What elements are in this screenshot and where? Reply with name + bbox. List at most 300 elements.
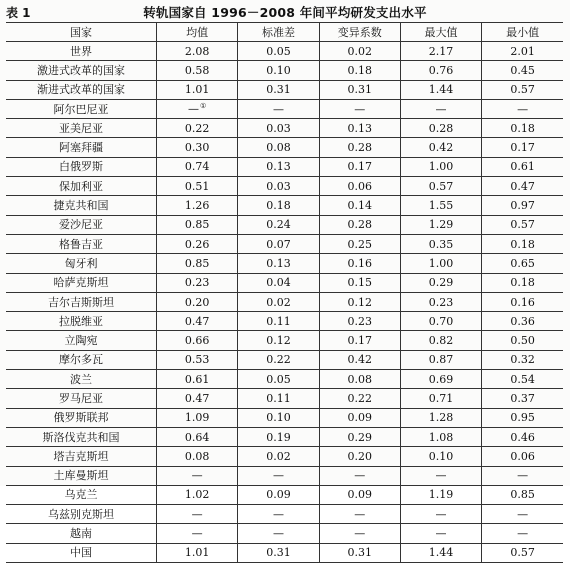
coef-variation-cell xyxy=(319,215,400,234)
cell-value: 0.18 xyxy=(347,63,372,77)
cell-value: 0.57 xyxy=(510,546,535,560)
coef-variation-cell xyxy=(319,505,400,524)
std-dev-cell xyxy=(238,485,319,504)
min-cell xyxy=(482,157,563,176)
min-cell xyxy=(482,543,563,562)
cell-value: 0.97 xyxy=(510,199,535,213)
cell-value: 0.05 xyxy=(266,372,291,386)
table-row xyxy=(6,157,563,176)
cell-value: 0.74 xyxy=(184,160,210,174)
max-cell xyxy=(400,408,481,427)
max-cell xyxy=(400,389,481,408)
cell-value: — xyxy=(435,507,447,521)
cell-value: 0.51 xyxy=(184,179,210,193)
min-cell xyxy=(482,466,563,485)
max-cell xyxy=(400,177,481,196)
min-cell xyxy=(482,119,563,138)
cell-value: 0.82 xyxy=(428,334,454,348)
cell-value: 0.85 xyxy=(510,488,535,502)
mean-cell xyxy=(157,292,238,311)
coef-variation-cell xyxy=(319,138,400,157)
cell-value: 0.12 xyxy=(266,334,291,348)
max-cell xyxy=(400,215,481,234)
max-cell xyxy=(400,331,481,350)
mean-cell xyxy=(157,42,238,61)
min-cell xyxy=(482,505,563,524)
std-dev-cell xyxy=(238,408,319,427)
mean-cell xyxy=(157,254,238,273)
country-cell: 立陶宛 xyxy=(6,331,157,350)
cell-value: 0.02 xyxy=(347,44,372,58)
table-row xyxy=(6,505,563,524)
header-row xyxy=(6,23,563,42)
mean-cell xyxy=(157,215,238,234)
max-cell xyxy=(400,312,481,331)
cell-value: 0.14 xyxy=(347,199,372,213)
max-cell xyxy=(400,543,481,562)
cell-value: 0.10 xyxy=(266,63,291,77)
table-row xyxy=(6,254,563,273)
country-cell: 激进式改革的国家 xyxy=(6,61,157,80)
table-row xyxy=(6,99,563,118)
country-cell: 阿尔巴尼亚 xyxy=(6,99,157,118)
max-cell xyxy=(400,234,481,253)
cell-value: 0.10 xyxy=(266,411,291,425)
table-row xyxy=(6,80,563,99)
coef-variation-cell xyxy=(319,273,400,292)
header-max: 最大值 xyxy=(400,23,481,42)
cell-value: 1.01 xyxy=(184,83,210,97)
mean-cell xyxy=(157,196,238,215)
country-cell: 爱沙尼亚 xyxy=(6,215,157,234)
table-row xyxy=(6,177,563,196)
cell-value: 0.29 xyxy=(347,430,372,444)
coef-variation-cell xyxy=(319,524,400,543)
cell-value: 0.05 xyxy=(266,44,291,58)
cell-value: 0.31 xyxy=(347,83,372,97)
cell-value: — xyxy=(191,469,203,483)
cell-value: 0.22 xyxy=(184,121,210,135)
mean-cell xyxy=(157,61,238,80)
std-dev-cell xyxy=(238,254,319,273)
cell-value: 0.28 xyxy=(347,218,372,232)
cell-value: 0.45 xyxy=(510,63,535,77)
cell-value: 1.28 xyxy=(428,411,454,425)
min-cell xyxy=(482,312,563,331)
cell-value: — xyxy=(435,527,447,541)
mean-cell xyxy=(157,273,238,292)
max-cell xyxy=(400,505,481,524)
cell-value: — xyxy=(354,507,366,521)
cell-value: 0.31 xyxy=(347,546,372,560)
table-row xyxy=(6,196,563,215)
cell-value: — xyxy=(354,527,366,541)
min-cell xyxy=(482,99,563,118)
cell-value: 0.09 xyxy=(347,488,372,502)
std-dev-cell xyxy=(238,350,319,369)
country-cell: 波兰 xyxy=(6,370,157,389)
coef-variation-cell xyxy=(319,331,400,350)
std-dev-cell xyxy=(238,447,319,466)
cell-value: — xyxy=(517,102,529,116)
std-dev-cell xyxy=(238,42,319,61)
std-dev-cell xyxy=(238,292,319,311)
table-caption xyxy=(6,2,564,22)
cell-value: 0.19 xyxy=(266,430,291,444)
cell-value: 0.22 xyxy=(266,353,291,367)
max-cell xyxy=(400,466,481,485)
cell-value: 1.44 xyxy=(428,546,454,560)
cell-value: 0.06 xyxy=(510,449,535,463)
mean-cell xyxy=(157,312,238,331)
cell-value: 0.09 xyxy=(266,488,291,502)
std-dev-cell xyxy=(238,466,319,485)
table-row xyxy=(6,447,563,466)
cell-value: 0.20 xyxy=(347,449,372,463)
cell-value: — xyxy=(435,469,447,483)
cell-value: — xyxy=(191,527,203,541)
cell-value: 0.36 xyxy=(510,314,535,328)
min-cell xyxy=(482,80,563,99)
cell-value: 0.08 xyxy=(266,141,291,155)
cell-value: — xyxy=(188,102,200,116)
cell-value: 0.31 xyxy=(266,83,291,97)
cell-value: 0.02 xyxy=(266,295,291,309)
table-row xyxy=(6,61,563,80)
mean-cell xyxy=(157,234,238,253)
cell-value: 0.53 xyxy=(184,353,210,367)
max-cell xyxy=(400,447,481,466)
max-cell xyxy=(400,196,481,215)
table-row xyxy=(6,234,563,253)
max-cell xyxy=(400,350,481,369)
country-cell: 罗马尼亚 xyxy=(6,389,157,408)
coef-variation-cell xyxy=(319,466,400,485)
cell-value: 0.23 xyxy=(428,295,454,309)
mean-cell xyxy=(157,466,238,485)
std-dev-cell xyxy=(238,312,319,331)
max-cell xyxy=(400,524,481,543)
max-cell xyxy=(400,157,481,176)
min-cell xyxy=(482,350,563,369)
table-row xyxy=(6,215,563,234)
cell-value: 0.71 xyxy=(428,391,454,405)
cell-value: 2.01 xyxy=(510,44,535,58)
cell-value: 0.13 xyxy=(347,121,372,135)
cell-value: 0.13 xyxy=(266,256,291,270)
cell-value: 0.08 xyxy=(184,449,210,463)
mean-cell xyxy=(157,177,238,196)
mean-cell xyxy=(157,447,238,466)
max-cell xyxy=(400,292,481,311)
cell-value: 0.85 xyxy=(184,218,210,232)
cell-value: 0.50 xyxy=(510,334,535,348)
mean-cell xyxy=(157,157,238,176)
cell-value: 0.03 xyxy=(266,121,291,135)
cell-value: 0.57 xyxy=(510,83,535,97)
min-cell xyxy=(482,408,563,427)
mean-cell xyxy=(157,138,238,157)
min-cell xyxy=(482,292,563,311)
table-row xyxy=(6,312,563,331)
min-cell xyxy=(482,447,563,466)
mean-cell xyxy=(157,543,238,562)
coef-variation-cell xyxy=(319,157,400,176)
min-cell xyxy=(482,389,563,408)
coef-variation-cell xyxy=(319,543,400,562)
max-cell xyxy=(400,99,481,118)
cell-value: — xyxy=(272,527,284,541)
country-cell: 中国 xyxy=(6,543,157,562)
min-cell xyxy=(482,61,563,80)
footnote-marker: ① xyxy=(200,102,207,111)
cell-value: 0.03 xyxy=(266,179,291,193)
cell-value: 0.46 xyxy=(510,430,535,444)
std-dev-cell xyxy=(238,177,319,196)
cell-value: 0.61 xyxy=(184,372,210,386)
cell-value: 0.13 xyxy=(266,160,291,174)
table-row xyxy=(6,427,563,446)
cell-value: — xyxy=(272,102,284,116)
header-std-dev: 标准差 xyxy=(238,23,319,42)
table-row xyxy=(6,543,563,562)
mean-cell xyxy=(157,427,238,446)
cell-value: 0.42 xyxy=(428,141,454,155)
table-row xyxy=(6,389,563,408)
cell-value: 1.09 xyxy=(184,411,210,425)
max-cell xyxy=(400,80,481,99)
country-cell: 白俄罗斯 xyxy=(6,157,157,176)
coef-variation-cell xyxy=(319,42,400,61)
table-row xyxy=(6,524,563,543)
cell-value: 0.61 xyxy=(510,160,535,174)
min-cell xyxy=(482,331,563,350)
coef-variation-cell xyxy=(319,119,400,138)
min-cell xyxy=(482,138,563,157)
coef-variation-cell xyxy=(319,408,400,427)
country-cell: 哈萨克斯坦 xyxy=(6,273,157,292)
cell-value: 0.32 xyxy=(510,353,535,367)
std-dev-cell xyxy=(238,234,319,253)
std-dev-cell xyxy=(238,389,319,408)
max-cell xyxy=(400,485,481,504)
min-cell xyxy=(482,370,563,389)
cell-value: 0.42 xyxy=(347,353,372,367)
cell-value: 1.01 xyxy=(184,546,210,560)
cell-value: 0.37 xyxy=(510,391,535,405)
cell-value: 0.70 xyxy=(428,314,454,328)
table-number: 表 1 xyxy=(6,6,31,20)
cell-value: 0.47 xyxy=(184,391,210,405)
max-cell xyxy=(400,254,481,273)
cell-value: 0.28 xyxy=(347,141,372,155)
cell-value: 2.17 xyxy=(428,44,454,58)
coef-variation-cell xyxy=(319,61,400,80)
cell-value: 1.26 xyxy=(184,199,210,213)
country-cell: 亚美尼亚 xyxy=(6,119,157,138)
cell-value: 0.11 xyxy=(266,391,291,405)
cell-value: 0.09 xyxy=(347,411,372,425)
country-cell: 土库曼斯坦 xyxy=(6,466,157,485)
min-cell xyxy=(482,177,563,196)
table-row xyxy=(6,273,563,292)
header-min: 最小值 xyxy=(482,23,563,42)
cell-value: 1.44 xyxy=(428,83,454,97)
cell-value: 0.11 xyxy=(266,314,291,328)
cell-value: 0.54 xyxy=(510,372,535,386)
cell-value: 0.12 xyxy=(347,295,372,309)
max-cell xyxy=(400,273,481,292)
cell-value: 1.02 xyxy=(184,488,210,502)
max-cell xyxy=(400,119,481,138)
cell-value: 1.08 xyxy=(428,430,454,444)
max-cell xyxy=(400,138,481,157)
cell-value: 0.06 xyxy=(347,179,372,193)
cell-value: 0.07 xyxy=(266,237,291,251)
std-dev-cell xyxy=(238,505,319,524)
cell-value: 0.29 xyxy=(428,276,454,290)
std-dev-cell xyxy=(238,273,319,292)
cell-value: 0.17 xyxy=(510,141,535,155)
std-dev-cell xyxy=(238,61,319,80)
table-row xyxy=(6,408,563,427)
max-cell xyxy=(400,42,481,61)
cell-value: 0.95 xyxy=(510,411,535,425)
cell-value: 0.58 xyxy=(184,63,210,77)
cell-value: — xyxy=(517,527,529,541)
coef-variation-cell xyxy=(319,370,400,389)
min-cell xyxy=(482,215,563,234)
coef-variation-cell xyxy=(319,234,400,253)
cell-value: 0.20 xyxy=(184,295,210,309)
cell-value: 0.18 xyxy=(510,237,535,251)
cell-value: 0.04 xyxy=(266,276,291,290)
std-dev-cell xyxy=(238,331,319,350)
cell-value: 1.55 xyxy=(428,199,454,213)
mean-cell xyxy=(157,331,238,350)
table-row xyxy=(6,138,563,157)
cell-value: 0.23 xyxy=(184,276,210,290)
cell-value: 0.10 xyxy=(428,449,454,463)
table-row xyxy=(6,485,563,504)
mean-cell xyxy=(157,80,238,99)
mean-cell xyxy=(157,524,238,543)
coef-variation-cell xyxy=(319,99,400,118)
cell-value: 0.85 xyxy=(184,256,210,270)
min-cell xyxy=(482,427,563,446)
std-dev-cell xyxy=(238,119,319,138)
coef-variation-cell xyxy=(319,177,400,196)
std-dev-cell xyxy=(238,370,319,389)
cell-value: — xyxy=(435,102,447,116)
country-cell: 斯洛伐克共和国 xyxy=(6,427,157,446)
cell-value: 0.18 xyxy=(510,121,535,135)
cell-value: 0.17 xyxy=(347,334,372,348)
min-cell xyxy=(482,196,563,215)
table-row xyxy=(6,292,563,311)
std-dev-cell xyxy=(238,99,319,118)
cell-value: 0.64 xyxy=(184,430,210,444)
cell-value: — xyxy=(517,469,529,483)
cell-value: 1.00 xyxy=(428,256,454,270)
cell-value: 0.47 xyxy=(510,179,535,193)
min-cell xyxy=(482,485,563,504)
cell-value: 0.69 xyxy=(428,372,454,386)
max-cell xyxy=(400,61,481,80)
cell-value: 0.16 xyxy=(510,295,535,309)
coef-variation-cell xyxy=(319,389,400,408)
cell-value: 0.26 xyxy=(184,237,210,251)
cell-value: 1.29 xyxy=(428,218,454,232)
header-coef-variation: 变异系数 xyxy=(319,23,400,42)
cell-value: 0.66 xyxy=(184,334,210,348)
country-cell: 摩尔多瓦 xyxy=(6,350,157,369)
mean-cell xyxy=(157,370,238,389)
cell-value: 0.57 xyxy=(510,218,535,232)
std-dev-cell xyxy=(238,138,319,157)
header-country: 国家 xyxy=(6,23,157,42)
cell-value: 0.17 xyxy=(347,160,372,174)
country-cell: 拉脱维亚 xyxy=(6,312,157,331)
cell-value: 2.08 xyxy=(184,44,210,58)
min-cell xyxy=(482,524,563,543)
mean-cell xyxy=(157,485,238,504)
table-row xyxy=(6,119,563,138)
cell-value: 0.15 xyxy=(347,276,372,290)
table-row xyxy=(6,350,563,369)
std-dev-cell xyxy=(238,196,319,215)
cell-value: 0.23 xyxy=(347,314,372,328)
std-dev-cell xyxy=(238,157,319,176)
cell-value: 0.16 xyxy=(347,256,372,270)
country-cell: 保加利亚 xyxy=(6,177,157,196)
cell-value: 0.65 xyxy=(510,256,535,270)
cell-value: 0.57 xyxy=(428,179,454,193)
table-title: 转轨国家自 1996－2008 年间平均研发支出水平 xyxy=(143,5,427,20)
cell-value: 0.31 xyxy=(266,546,291,560)
country-cell: 吉尔吉斯斯坦 xyxy=(6,292,157,311)
cell-value: — xyxy=(272,469,284,483)
min-cell xyxy=(482,254,563,273)
country-cell: 格鲁吉亚 xyxy=(6,234,157,253)
cell-value: 0.02 xyxy=(266,449,291,463)
coef-variation-cell xyxy=(319,350,400,369)
max-cell xyxy=(400,370,481,389)
table-row xyxy=(6,466,563,485)
coef-variation-cell xyxy=(319,427,400,446)
std-dev-cell xyxy=(238,427,319,446)
std-dev-cell xyxy=(238,543,319,562)
country-cell: 俄罗斯联邦 xyxy=(6,408,157,427)
coef-variation-cell xyxy=(319,80,400,99)
coef-variation-cell xyxy=(319,312,400,331)
cell-value: — xyxy=(517,507,529,521)
country-cell: 匈牙利 xyxy=(6,254,157,273)
mean-cell xyxy=(157,389,238,408)
max-cell xyxy=(400,427,481,446)
mean-cell xyxy=(157,505,238,524)
country-cell: 越南 xyxy=(6,524,157,543)
cell-value: 0.24 xyxy=(266,218,291,232)
min-cell xyxy=(482,234,563,253)
std-dev-cell xyxy=(238,215,319,234)
cell-value: 0.87 xyxy=(428,353,454,367)
cell-value: 0.18 xyxy=(510,276,535,290)
coef-variation-cell xyxy=(319,196,400,215)
cell-value: — xyxy=(354,102,366,116)
min-cell xyxy=(482,42,563,61)
cell-value: — xyxy=(272,507,284,521)
